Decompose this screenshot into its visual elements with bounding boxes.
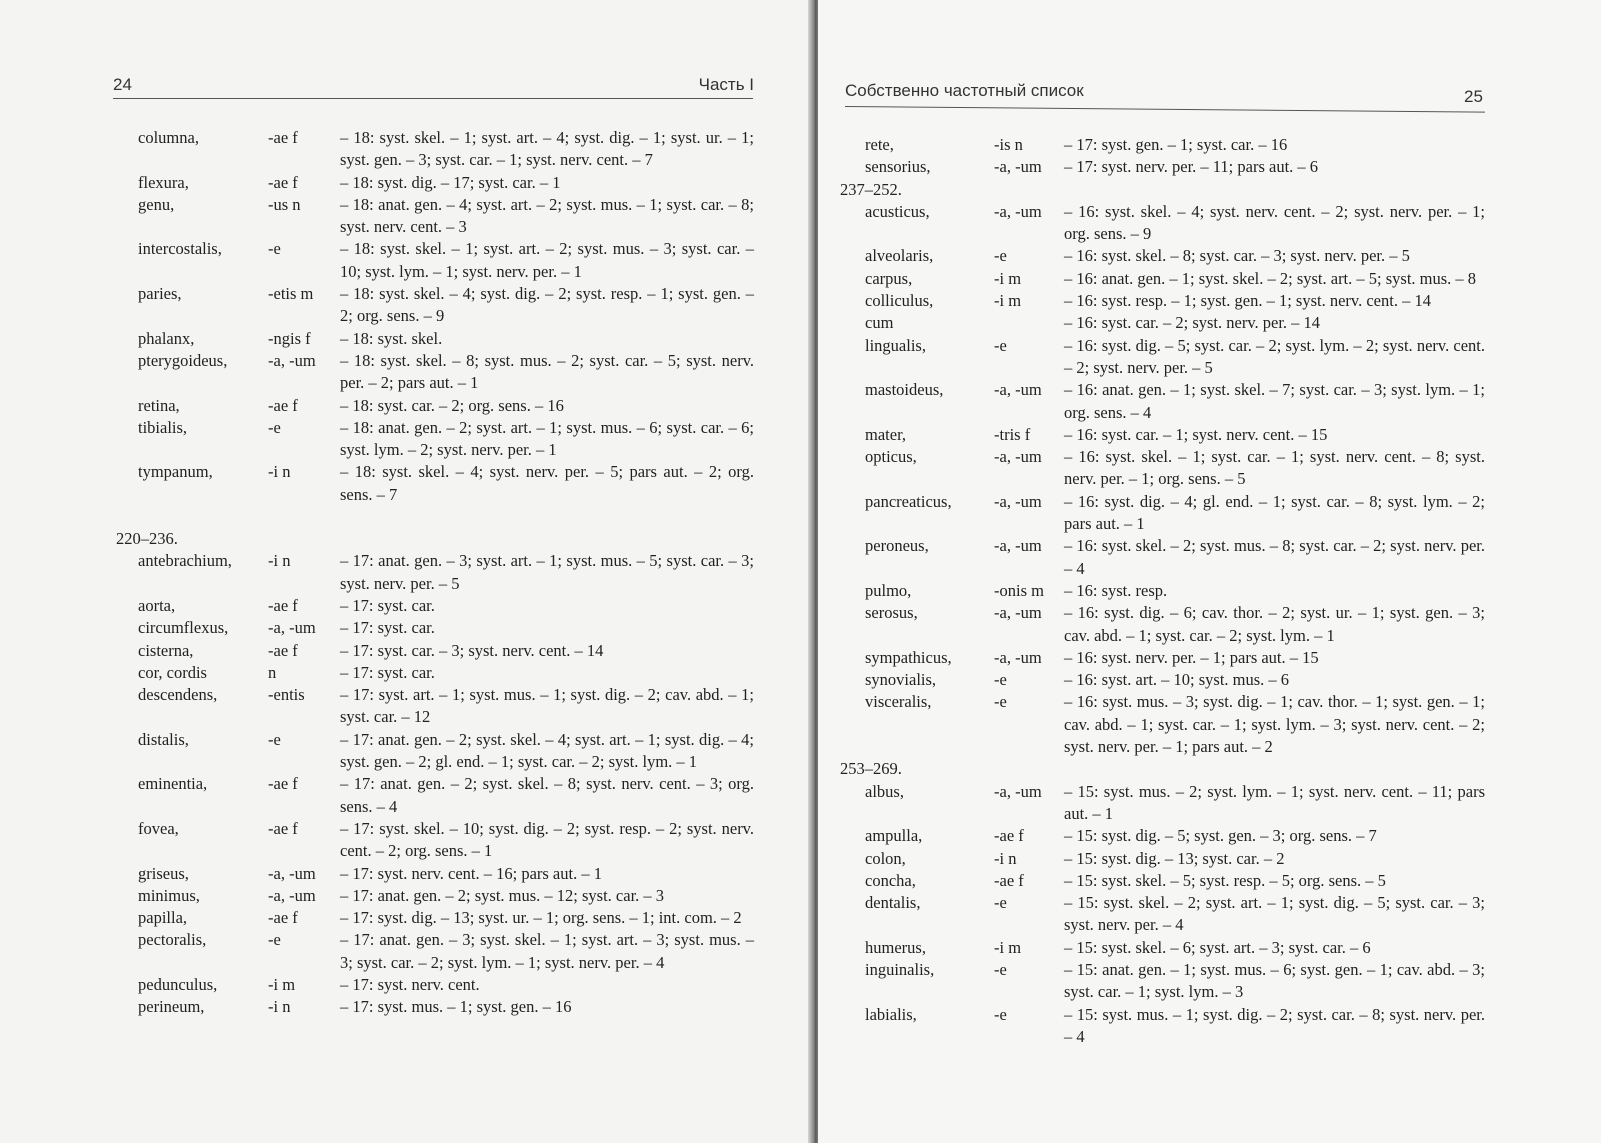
dictionary-entry (865, 290, 1485, 312)
entry-term: sensorius, (865, 157, 931, 177)
dictionary-entry (138, 417, 754, 462)
entry-frequency: – 15: syst. skel. – 6; syst. art. – 3; syst. car. – 6 (1064, 937, 1371, 957)
dictionary-entry (865, 424, 1485, 446)
dictionary-entry (138, 640, 754, 662)
entry-grammar: -tris f (994, 424, 1031, 444)
entry-frequency: – 16: anat. gen. – 1; syst. skel. – 7; syst. car. – 3; syst. lym. – 1; org. sens. – 4 (1064, 380, 1485, 422)
entry-frequency: – 18: syst. dig. – 17; syst. car. – 1 (340, 172, 561, 192)
entry-frequency: – 16: syst. car. – 1; syst. nerv. cent. – 15 (1064, 424, 1328, 444)
entry-frequency: – 16: syst. dig. – 4; gl. end. – 1; syst. car. – 8; syst. lym. – 2; pars aut. – 1 (1064, 491, 1485, 534)
dictionary-entry (865, 312, 1485, 334)
entry-term: phalanx, (138, 328, 195, 348)
entry-frequency: – 15: syst. mus. – 2; syst. lym. – 1; syst. nerv. cent. – 11; pars aut. – 1 (1064, 781, 1485, 823)
entry-grammar: -ae f (268, 595, 298, 615)
entry-term: colon, (865, 848, 906, 868)
entry-term: concha, (865, 870, 916, 890)
entry-grammar: -a, -um (268, 350, 316, 370)
dictionary-entry (138, 172, 754, 194)
entry-frequency: – 15: syst. skel. – 2; syst. art. – 1; syst. dig. – 5; syst. car. – 3; syst. nerv. per. – 4 (1064, 893, 1485, 935)
dictionary-entry (138, 461, 754, 506)
entry-grammar: -e (268, 729, 281, 749)
entry-grammar: -a, -um (268, 618, 316, 638)
dictionary-entry (865, 535, 1485, 580)
entry-term: albus, (865, 781, 904, 801)
entry-frequency: – 18: anat. gen. – 2; syst. art. – 1; syst. mus. – 6; syst. car. – 6; syst. lym. – 2; syst. nerv. per. – 1 (340, 417, 754, 460)
entry-term: cor, cordis (138, 662, 207, 682)
entry-grammar: -e (994, 335, 1007, 355)
entry-term: humerus, (865, 937, 926, 957)
entry-grammar: -ae f (268, 172, 298, 192)
dictionary-entry (865, 691, 1485, 758)
dictionary-entry (865, 491, 1485, 536)
dictionary-entry (138, 996, 754, 1018)
entry-frequency: – 15: anat. gen. – 1; syst. mus. – 6; syst. gen. – 1; cav. abd. – 3; syst. car. – 1; syst. lym. – 3 (1064, 959, 1485, 1002)
entry-grammar: -e (994, 692, 1007, 712)
entry-grammar: -ae f (994, 870, 1024, 890)
header-rule (845, 106, 1485, 113)
entry-term: opticus, (865, 447, 917, 467)
entry-term: carpus, (865, 268, 913, 288)
dictionary-entry (138, 818, 754, 863)
dictionary-entry (865, 156, 1485, 178)
entry-frequency: – 17: syst. nerv. cent. – 16; pars aut. – 1 (340, 863, 602, 883)
dictionary-entry (138, 729, 754, 774)
dictionary-entry (138, 863, 754, 885)
entry-term: tibialis, (138, 417, 188, 437)
entry-term: genu, (138, 194, 175, 214)
entry-term: pedunculus, (138, 974, 218, 994)
dictionary-entry (865, 848, 1485, 870)
dictionary-entry (138, 617, 754, 639)
entry-frequency: – 15: syst. dig. – 13; syst. car. – 2 (1064, 848, 1285, 868)
dictionary-entry (865, 825, 1485, 847)
dictionary-entry (865, 379, 1485, 424)
entry-grammar: -a, -um (994, 603, 1042, 623)
entry-frequency: – 18: syst. skel. – 1; syst. art. – 2; syst. mus. – 3; syst. car. – 10; syst. lym. – 1; syst. nerv. per. – 1 (340, 239, 754, 281)
entry-frequency: – 17: anat. gen. – 2; syst. skel. – 4; syst. art. – 1; syst. dig. – 4; syst. gen. – 2; gl. end. – 1; syst. car. – 2; syst. lym. – 1 (340, 729, 754, 772)
entry-grammar: -a, -um (994, 781, 1042, 801)
entry-grammar: -etis m (268, 284, 314, 304)
entry-frequency: – 17: anat. gen. – 3; syst. skel. – 1; syst. art. – 3; syst. mus. – 3; syst. car. – 2; syst. lym. – 1; syst. nerv. per. – 4 (340, 930, 754, 972)
entry-term: lingualis, (865, 335, 926, 355)
entry-term: descendens, (138, 685, 218, 705)
entry-grammar: -ae f (268, 818, 298, 838)
entry-frequency: – 15: syst. skel. – 5; syst. resp. – 5; org. sens. – 5 (1064, 870, 1386, 890)
entry-term: pterygoideus, (138, 350, 228, 370)
entry-term: synovialis, (865, 670, 937, 690)
entry-grammar: -ae f (268, 908, 298, 928)
dictionary-entry (138, 328, 754, 350)
frequency-rank-range: 253–269. (840, 759, 902, 779)
entry-term: pulmo, (865, 580, 912, 600)
entry-term: griseus, (138, 863, 189, 883)
dictionary-entry (138, 395, 754, 417)
entry-frequency: – 16: syst. skel. – 4; syst. nerv. cent. – 2; syst. nerv. per. – 1; org. sens. – 9 (1064, 201, 1485, 244)
entry-term: ampulla, (865, 826, 923, 846)
entry-term: tympanum, (138, 462, 213, 482)
dictionary-entry (865, 602, 1485, 647)
entry-grammar: -i n (268, 997, 291, 1017)
entry-frequency: – 18: anat. gen. – 4; syst. art. – 2; syst. mus. – 1; syst. car. – 8; syst. nerv. cent. – 3 (340, 194, 754, 237)
entry-grammar: -onis m (994, 580, 1044, 600)
entry-term: sympathicus, (865, 647, 952, 667)
entry-term: dentalis, (865, 893, 921, 913)
entry-frequency: – 17: anat. gen. – 3; syst. art. – 1; syst. mus. – 5; syst. car. – 3; syst. nerv. per. – 5 (340, 551, 754, 593)
entry-frequency: – 16: syst. art. – 10; syst. mus. – 6 (1064, 670, 1290, 690)
entry-frequency: – 16: anat. gen. – 1; syst. skel. – 2; syst. art. – 5; syst. mus. – 8 (1064, 268, 1477, 288)
dictionary-entry (138, 283, 754, 328)
entry-frequency: – 17: syst. car. (340, 618, 435, 638)
dictionary-entry (138, 929, 754, 974)
entry-grammar: -e (268, 417, 281, 437)
entry-grammar: -is n (994, 135, 1023, 154)
frequency-rank-range: 220–236. (116, 529, 178, 549)
entry-frequency: – 16: syst. car. – 2; syst. nerv. per. – 14 (1064, 313, 1321, 333)
entry-term: visceralis, (865, 692, 932, 712)
entry-frequency: – 17: syst. skel. – 10; syst. dig. – 2; syst. resp. – 2; syst. nerv. cent. – 2; org. sens. – 1 (340, 818, 754, 861)
entry-frequency: – 17: anat. gen. – 2; syst. skel. – 8; syst. nerv. cent. – 3; org. sens. – 4 (340, 774, 754, 816)
entry-grammar: -us n (268, 194, 301, 214)
entry-grammar: -ae f (268, 774, 298, 794)
dictionary-entry (865, 870, 1485, 892)
entry-grammar: -e (994, 1004, 1007, 1024)
entry-frequency: – 17: syst. nerv. per. – 11; pars aut. – 6 (1064, 157, 1319, 177)
entry-frequency: – 18: syst. skel. – 4; syst. nerv. per. – 5; pars aut. – 2; org. sens. – 7 (340, 462, 754, 504)
entry-frequency: – 16: syst. resp. – 1; syst. gen. – 1; syst. nerv. cent. – 14 (1064, 291, 1431, 311)
running-title: Часть I (698, 75, 754, 94)
entry-grammar: -i m (994, 937, 1022, 957)
page-number: 25 (1464, 87, 1483, 106)
dictionary-entry (865, 245, 1485, 267)
entry-term: pectoralis, (138, 930, 207, 950)
entry-term: inguinalis, (865, 959, 935, 979)
entry-grammar: n (268, 662, 277, 682)
dictionary-entry (138, 595, 754, 617)
dictionary-entry (865, 937, 1485, 959)
entry-grammar: -ae f (268, 395, 298, 415)
dictionary-entry (138, 907, 754, 929)
entry-frequency: – 16: syst. skel. – 1; syst. car. – 1; syst. nerv. cent. – 8; syst. nerv. per. – 1; org. sens. – 5 (1064, 447, 1485, 489)
entry-term: alveolaris, (865, 246, 934, 266)
entry-frequency: – 18: syst. skel. – 8; syst. mus. – 2; syst. car. – 5; syst. nerv. per. – 2; pars aut. – 1 (340, 350, 754, 393)
entry-term: fovea, (138, 818, 179, 838)
entry-term: retina, (138, 395, 180, 415)
dictionary-entry (865, 335, 1485, 380)
section-gap (138, 506, 754, 528)
entry-frequency: – 16: syst. skel. – 8; syst. car. – 3; syst. nerv. per. – 5 (1064, 246, 1410, 266)
entry-term: antebrachium, (138, 551, 232, 571)
dictionary-entry (138, 773, 754, 818)
entry-term: flexura, (138, 172, 189, 192)
entry-term: eminentia, (138, 774, 208, 794)
entry-term: acusticus, (865, 201, 930, 221)
entry-grammar: -a, -um (994, 157, 1042, 177)
dictionary-entry (138, 550, 754, 595)
entry-grammar: -a, -um (994, 201, 1042, 221)
dictionary-entry (138, 684, 754, 729)
dictionary-entry (138, 885, 754, 907)
entry-term: columna, (138, 128, 199, 147)
entry-term: cisterna, (138, 640, 194, 660)
entry-frequency: – 17: syst. mus. – 1; syst. gen. – 16 (340, 997, 572, 1017)
entry-term: serosus, (865, 603, 918, 623)
dictionary-entry (138, 350, 754, 395)
entry-frequency: – 18: syst. skel. – 4; syst. dig. – 2; syst. resp. – 1; syst. gen. – 2; org. sens. – 9 (340, 284, 754, 326)
entry-grammar: -a, -um (994, 647, 1042, 667)
entry-list (116, 127, 754, 1019)
entry-frequency: – 16: syst. nerv. per. – 1; pars aut. – 15 (1064, 647, 1319, 667)
entry-frequency: – 17: syst. art. – 1; syst. mus. – 1; syst. dig. – 2; cav. abd. – 1; syst. car. – 12 (340, 685, 754, 727)
entry-grammar: -a, -um (268, 863, 316, 883)
entry-term: circumflexus, (138, 618, 229, 638)
entry-term: pancreaticus, (865, 491, 952, 511)
entry-grammar: -entis (268, 685, 305, 705)
entry-term: cum (865, 313, 894, 333)
entry-grammar: -a, -um (994, 536, 1042, 556)
entry-grammar: -e (994, 893, 1007, 913)
dictionary-entry (865, 959, 1485, 1004)
dictionary-entry (138, 194, 754, 239)
entry-grammar: -ae f (268, 640, 298, 660)
entry-term: paries, (138, 284, 182, 304)
dictionary-entry (865, 1004, 1485, 1049)
dictionary-entry (865, 580, 1485, 602)
entry-term: mastoideus, (865, 380, 944, 400)
entry-grammar: -ngis f (268, 328, 311, 348)
entry-term: rete, (865, 135, 894, 154)
entry-grammar: -e (994, 246, 1007, 266)
entry-grammar: -e (268, 239, 281, 259)
entry-term: colliculus, (865, 291, 934, 311)
entry-grammar: -i m (268, 974, 296, 994)
entry-frequency: – 18: syst. car. – 2; org. sens. – 16 (340, 395, 564, 415)
page-number: 24 (113, 75, 132, 94)
entry-frequency: – 15: syst. mus. – 1; syst. dig. – 2; syst. car. – 8; syst. nerv. per. – 4 (1064, 1004, 1485, 1046)
entry-frequency: – 17: anat. gen. – 2; syst. mus. – 12; syst. car. – 3 (340, 885, 665, 905)
entry-grammar: -i m (994, 268, 1022, 288)
entry-frequency: – 17: syst. car. (340, 662, 435, 682)
entry-frequency: – 18: syst. skel. – 1; syst. art. – 4; syst. dig. – 1; syst. ur. – 1; syst. gen. – 3; syst. car. – 1; syst. nerv. cent. – 7 (340, 128, 754, 170)
right-page (818, 0, 1601, 1143)
dictionary-entry (138, 662, 754, 684)
dictionary-entry (865, 268, 1485, 290)
dictionary-entry (865, 134, 1485, 156)
entry-frequency: – 17: syst. gen. – 1; syst. car. – 16 (1064, 135, 1288, 154)
entry-grammar: -e (994, 670, 1007, 690)
entry-grammar: -i n (268, 462, 291, 482)
dictionary-entry (138, 238, 754, 283)
entry-frequency: – 16: syst. mus. – 3; syst. dig. – 1; cav. thor. – 1; syst. gen. – 1; cav. abd. – 1; syst. car. – 1; syst. lym. – 3; syst. nerv. cent. – 2; syst. nerv. per. – 1; pars aut. – 2 (1064, 692, 1485, 757)
entry-frequency: – 16: syst. skel. – 2; syst. mus. – 8; syst. car. – 2; syst. nerv. per. – 4 (1064, 536, 1485, 578)
dictionary-entry (138, 127, 754, 172)
entry-term: mater, (865, 424, 907, 444)
entry-term: peroneus, (865, 536, 929, 556)
entry-frequency: – 15: syst. dig. – 5; syst. gen. – 3; org. sens. – 7 (1064, 826, 1377, 846)
entry-frequency: – 17: syst. dig. – 13; syst. ur. – 1; org. sens. – 1; int. com. – 2 (340, 908, 742, 928)
entry-grammar: -a, -um (994, 380, 1042, 400)
entry-grammar: -ae f (268, 128, 298, 147)
entry-grammar: -i n (268, 551, 291, 571)
frequency-rank-range: 237–252. (840, 179, 902, 199)
entry-frequency: – 18: syst. skel. (340, 328, 443, 348)
entry-frequency: – 16: syst. dig. – 5; syst. car. – 2; syst. lym. – 2; syst. nerv. cent. – 2; syst. nerv. per. – 5 (1064, 335, 1485, 377)
header-rule (113, 98, 753, 99)
entry-term: labialis, (865, 1004, 917, 1024)
dictionary-entry (865, 892, 1485, 937)
entry-frequency: – 17: syst. car. (340, 595, 435, 615)
entry-term: minimus, (138, 885, 200, 905)
entry-grammar: -e (268, 930, 281, 950)
dictionary-entry (865, 781, 1485, 826)
entry-term: papilla, (138, 908, 188, 928)
entry-frequency: – 17: syst. car. – 3; syst. nerv. cent. – 14 (340, 640, 604, 660)
dictionary-entry (865, 201, 1485, 246)
entry-grammar: -ae f (994, 826, 1024, 846)
entry-frequency: – 16: syst. dig. – 6; cav. thor. – 2; syst. ur. – 1; syst. gen. – 3; cav. abd. – 1; syst. car. – 2; syst. lym. – 1 (1064, 603, 1485, 645)
entry-term: aorta, (138, 595, 176, 615)
entry-grammar: -e (994, 959, 1007, 979)
entry-grammar: -i m (994, 291, 1022, 311)
dictionary-entry (865, 669, 1485, 691)
entry-grammar: -a, -um (994, 491, 1042, 511)
entry-term: distalis, (138, 729, 189, 749)
entry-frequency: – 17: syst. nerv. cent. (340, 974, 480, 994)
dictionary-entry (865, 446, 1485, 491)
entry-frequency: – 16: syst. resp. (1064, 580, 1168, 600)
dictionary-entry (865, 647, 1485, 669)
dictionary-entry (138, 974, 754, 996)
entry-grammar: -i n (994, 848, 1017, 868)
entry-grammar: -a, -um (994, 447, 1042, 467)
entry-term: perineum, (138, 997, 205, 1017)
entry-grammar: -a, -um (268, 885, 316, 905)
entry-term: intercostalis, (138, 239, 222, 259)
entry-list (840, 134, 1485, 1048)
running-title: Собственно частотный список (845, 81, 1084, 100)
